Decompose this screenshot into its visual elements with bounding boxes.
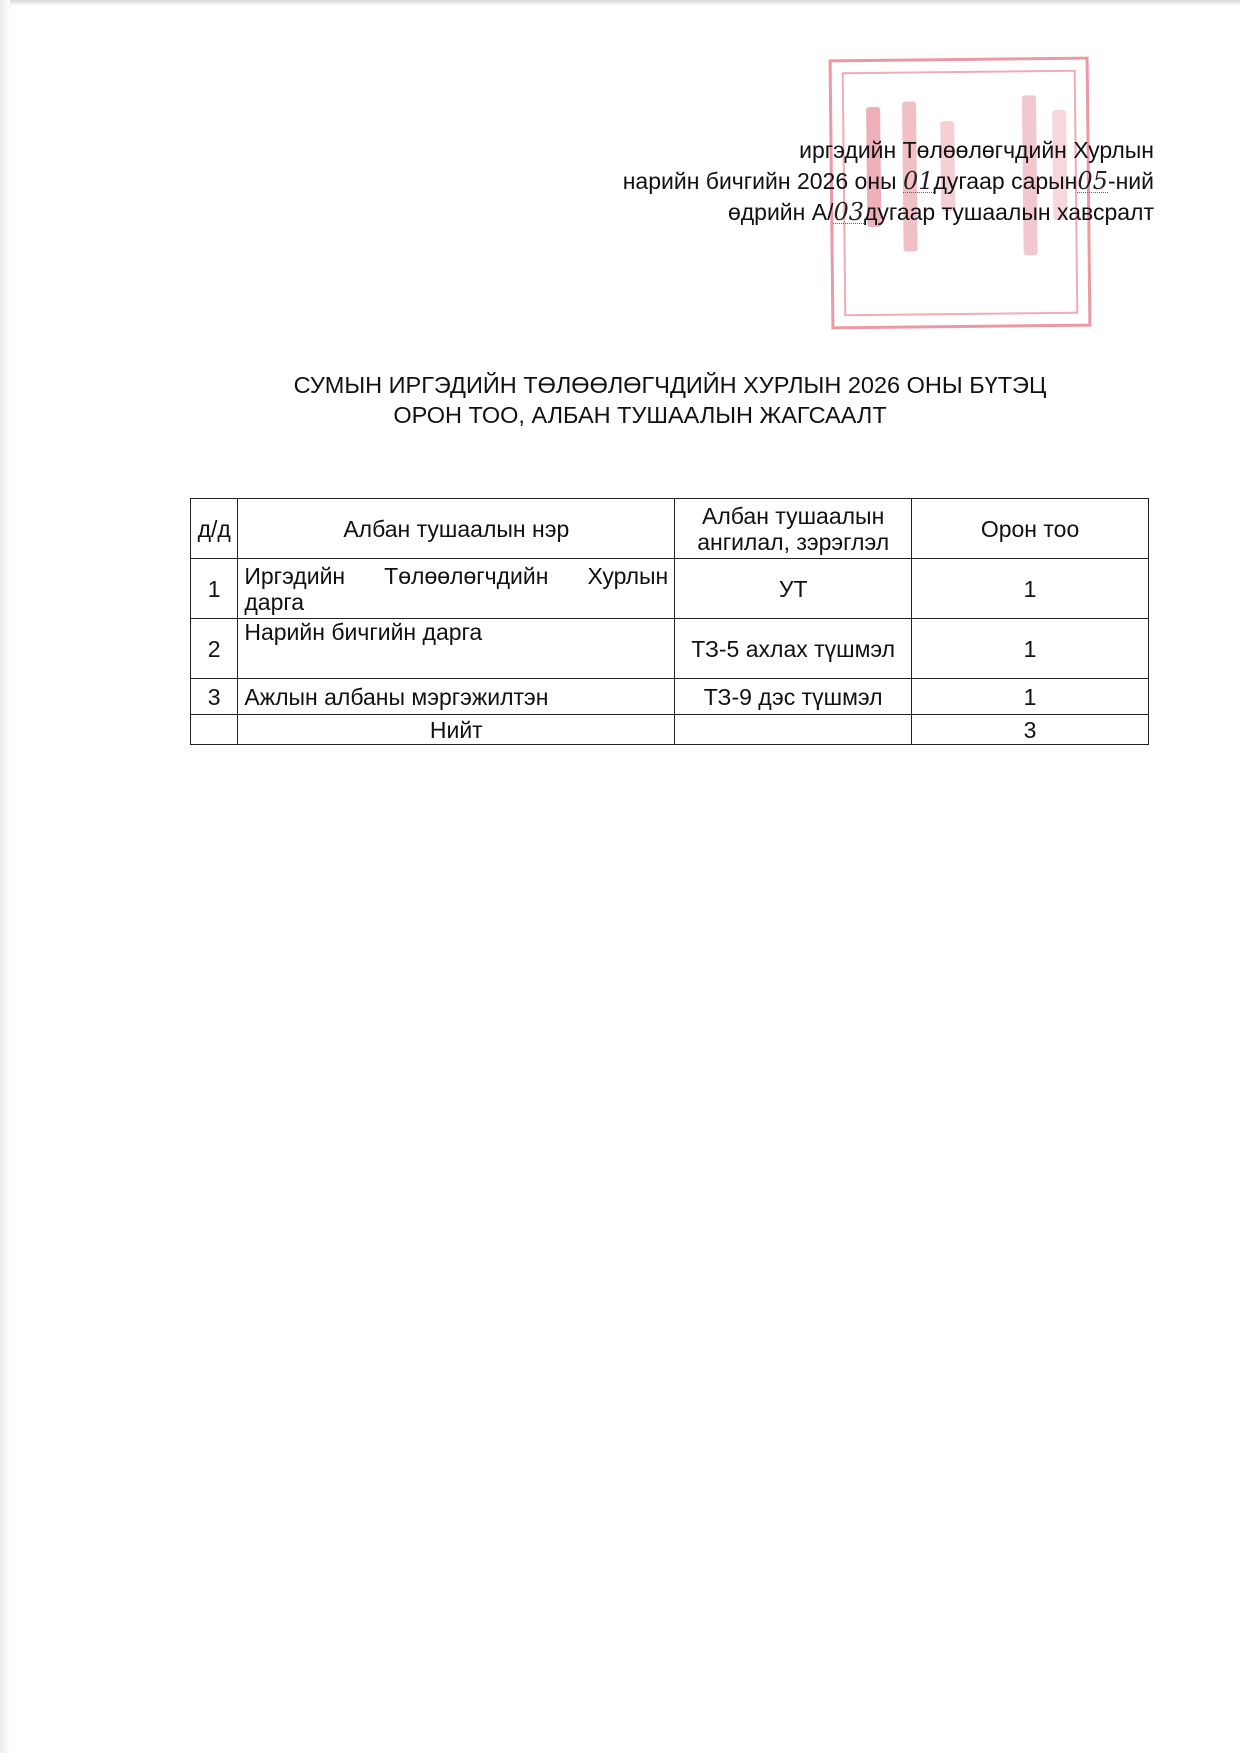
header-line-2-mid: дугаар сарын [933, 168, 1078, 194]
handwritten-month: 01 [902, 167, 934, 195]
staff-table-container [190, 498, 1149, 745]
table-header-row [191, 499, 1149, 559]
row-category: ТЗ-9 дэс түшмэл [675, 679, 912, 715]
row-position: Иргэдийн Төлөөлөгчдийн Хурлын дарга [238, 559, 675, 619]
document-title [200, 370, 1140, 430]
staff-table [190, 498, 1149, 745]
handwritten-day: 05 [1077, 167, 1108, 195]
total-label: Нийт [238, 715, 675, 745]
table-row [191, 619, 1149, 679]
total-category [675, 715, 912, 745]
header-line-2-prefix: нарийн бичгийн 2026 оны [622, 168, 897, 194]
page-edge-left [0, 0, 10, 1753]
header-line-3-suffix: дугаар тушаалын хавсралт [864, 199, 1154, 225]
row-number: 2 [191, 619, 238, 679]
title-line-2: ОРОН ТОО, АЛБАН ТУШААЛЫН ЖАГСААЛТ [393, 402, 887, 428]
total-number-empty [191, 715, 238, 745]
table-row [191, 679, 1149, 715]
row-count: 1 [912, 559, 1149, 619]
header-category: Албан тушаалын ангилал, зэрэглэл [675, 499, 912, 559]
header-line-1 [623, 135, 1154, 166]
row-count: 1 [912, 679, 1149, 715]
header-line-1-text: иргэдийн Төлөөлөгчдийн Хурлын [799, 137, 1154, 163]
row-number: 3 [191, 679, 238, 715]
row-count: 1 [912, 619, 1149, 679]
header-line-2-suffix: -ний [1107, 168, 1154, 194]
table-total-row [191, 715, 1149, 745]
total-count: 3 [912, 715, 1149, 745]
row-category: ТЗ-5 ахлах түшмэл [675, 619, 912, 679]
handwritten-order-number: 03 [833, 198, 865, 226]
row-number: 1 [191, 559, 238, 619]
header-line-3 [623, 197, 1154, 228]
header-line-2 [623, 166, 1154, 197]
row-category: УТ [675, 559, 912, 619]
row-position: Ажлын албаны мэргэжилтэн [238, 679, 675, 715]
title-line-1: СУМЫН ИРГЭДИЙН ТӨЛӨӨЛӨГЧДИЙН ХУРЛЫН 2026 ОНЫ БҮТЭЦ [293, 372, 1047, 398]
header-position: Албан тушаалын нэр [238, 499, 675, 559]
header-line-3-prefix: өдрийн А/ [727, 199, 834, 225]
table-row [191, 559, 1149, 619]
attachment-header [623, 135, 1154, 228]
header-count: Орон тоо [912, 499, 1149, 559]
header-number: д/д [191, 499, 238, 559]
row-position: Нарийн бичгийн дарга [238, 619, 675, 679]
page-edge [0, 0, 1240, 6]
